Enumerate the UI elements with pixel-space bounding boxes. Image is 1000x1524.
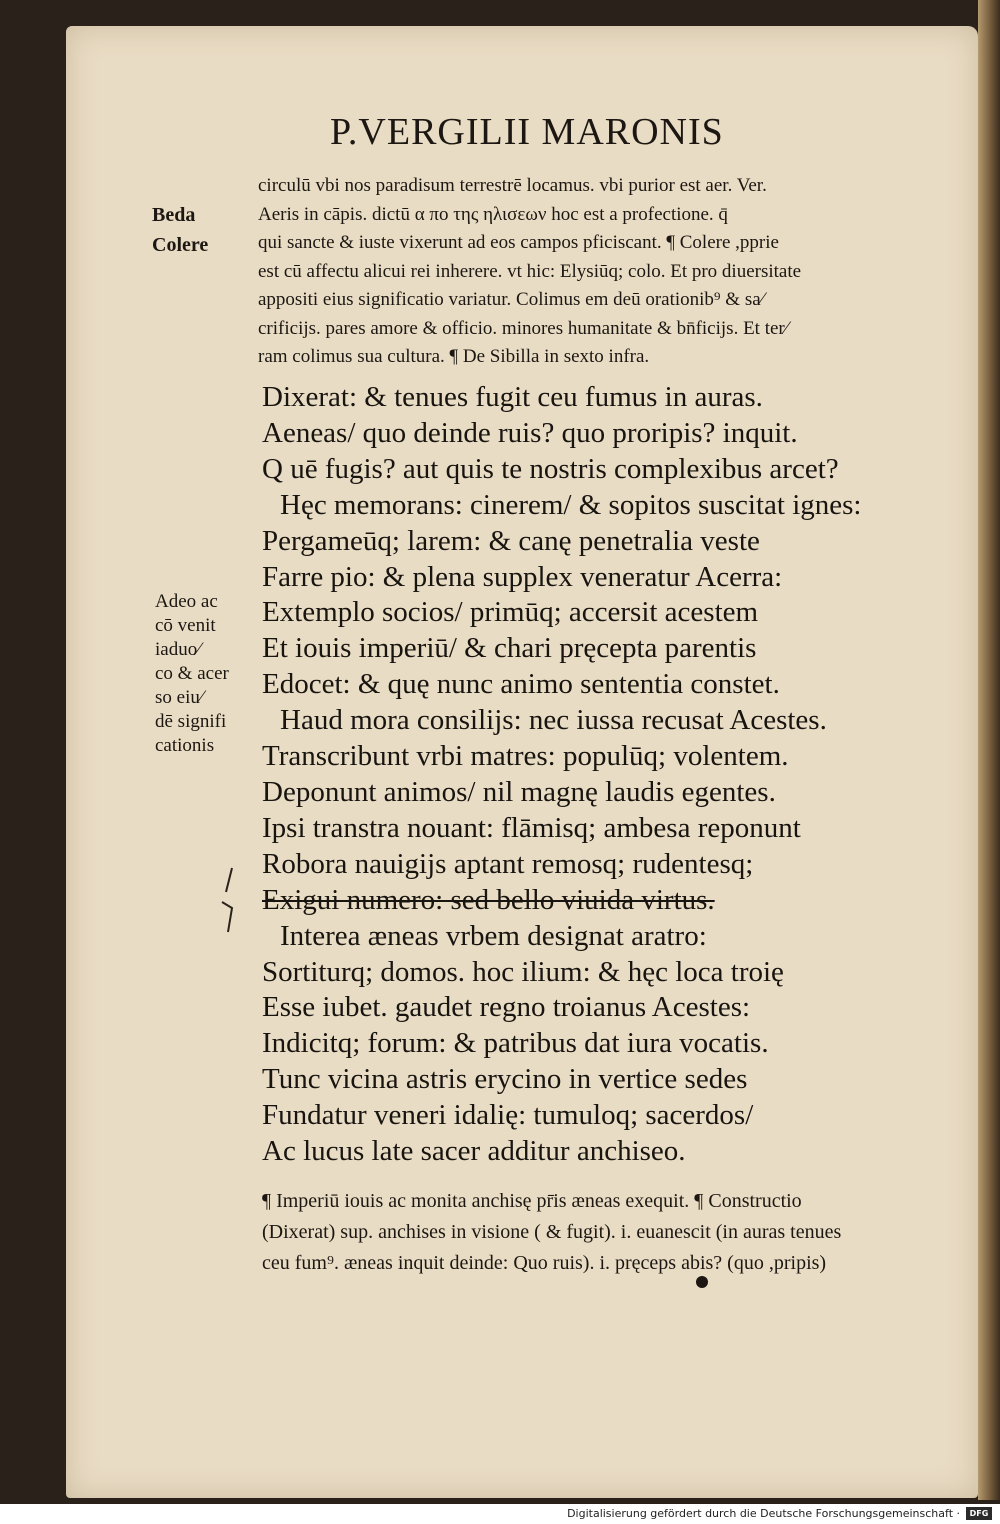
commentary-line: circulū vbi nos paradisum terrestrē locamus. vbi purior est aer. Ver. xyxy=(258,175,767,196)
verse-line: Fundatur veneri idalię: tumuloq; sacerdos/ xyxy=(262,1099,754,1132)
commentary-line: ¶ Imperiū iouis ac monita anchisę pr̄is æneas exequit. ¶ Constructio xyxy=(262,1190,802,1212)
verse-line: Haud mora consilijs: nec iussa recusat Acestes. xyxy=(280,704,827,737)
verse-line: Pergameūq; larem: & canę penetralia veste xyxy=(262,524,760,557)
gloss-line: Adeo ac xyxy=(155,591,218,612)
pen-mark-icon xyxy=(218,866,248,936)
dfg-logo[interactable]: DFG xyxy=(966,1507,992,1520)
commentary-bottom xyxy=(262,1186,962,1279)
verse-line: Ac lucus late sacer additur anchiseo. xyxy=(262,1135,686,1168)
gloss-line: iaduo⁄ xyxy=(155,639,201,660)
verse-line: Tunc vicina astris erycino in vertice sedes xyxy=(262,1063,748,1096)
footer-bar xyxy=(0,1504,1000,1524)
verse-line: Indicitq; forum: & patribus dat iura vocatis. xyxy=(262,1027,769,1060)
ink-dot xyxy=(696,1276,708,1288)
commentary-line: appositi eius significatio variatur. Colimus em deū orationib⁹ & sa⁄ xyxy=(258,289,764,310)
verse-line: Hęc memorans: cinerem/ & sopitos suscitat ignes: xyxy=(280,488,862,521)
margin-note: Beda xyxy=(152,204,196,226)
gloss-line: cationis xyxy=(155,735,215,756)
verse-line: Extemplo socios/ primūq; accersit acestem xyxy=(262,596,759,629)
verse-line: Aeneas/ quo deinde ruis? quo proripis? inquit. xyxy=(262,416,798,449)
verse-block xyxy=(262,380,972,1170)
verse-line: Et iouis imperiū/ & chari pręcepta parentis xyxy=(262,632,757,665)
funding-credit: Digitalisierung gefördert durch die Deutsche Forschungsgemeinschaft · xyxy=(567,1507,960,1520)
commentary-line: crificijs. pares amore & officio. minores humanitate & bn̄ficijs. Et ter⁄ xyxy=(258,317,788,339)
commentary-line: est cū affectu alicui rei inherere. vt hic: Elysiūq; colo. Et pro diuersitate xyxy=(258,260,802,282)
commentary-line: ceu fum⁹. æneas inquit deinde: Quo ruis). i. pręceps abis? (quo ,pripis) xyxy=(262,1252,827,1274)
commentary-line: qui sancte & iuste vixerunt ad eos campos pficiscant. ¶ Colere ,pprie xyxy=(258,232,779,253)
gloss-line: co & acer xyxy=(155,663,229,684)
verse-line: Dixerat: & tenues fugit ceu fumus in auras. xyxy=(262,381,763,413)
verse-line: Q uē fugis? aut quis te nostris complexibus arcet? xyxy=(262,452,839,485)
commentary-top xyxy=(258,172,958,372)
running-head: P.VERGILII MARONIS xyxy=(330,111,724,153)
gloss-line: dē signifi xyxy=(155,711,227,732)
verse-line: Robora nauigijs aptant remosq; rudentesq; xyxy=(262,847,754,880)
gloss-line: so eiu⁄ xyxy=(155,687,204,708)
verse-line: Ipsi transtra nouant: flāmisq; ambesa reponunt xyxy=(262,811,801,844)
margin-gloss xyxy=(155,590,255,758)
verse-line: Transcribunt vrbi matres: populūq; volentem. xyxy=(262,740,789,773)
verse-line: Interea æneas vrbem designat aratro: xyxy=(280,919,707,952)
commentary-line: Aeris in cāpis. dictū α πο της ηλισεων hoc est a profectione. q̄ xyxy=(258,203,728,225)
verse-line: Exigui numero: sed bello viuida virtus. xyxy=(262,883,715,916)
commentary-line: (Dixerat) sup. anchises in visione ( & fugit). i. euanescit (in auras tenues xyxy=(262,1221,842,1243)
gloss-line: cō venit xyxy=(155,615,216,636)
verse-line: Sortiturq; domos. hoc ilium: & hęc loca troię xyxy=(262,955,784,988)
margin-notes-top xyxy=(152,200,208,260)
page-edge xyxy=(978,0,1000,1500)
margin-note: Colere xyxy=(152,234,209,256)
verse-line: Esse iubet. gaudet regno troianus Acestes: xyxy=(262,991,751,1024)
commentary-line: ram colimus sua cultura. ¶ De Sibilla in sexto infra. xyxy=(258,346,650,367)
verse-line: Farre pio: & plena supplex veneratur Acerra: xyxy=(262,560,783,593)
verse-line: Deponunt animos/ nil magnę laudis egentes. xyxy=(262,775,776,808)
verse-line: Edocet: & quę nunc animo sententia constet. xyxy=(262,668,780,701)
